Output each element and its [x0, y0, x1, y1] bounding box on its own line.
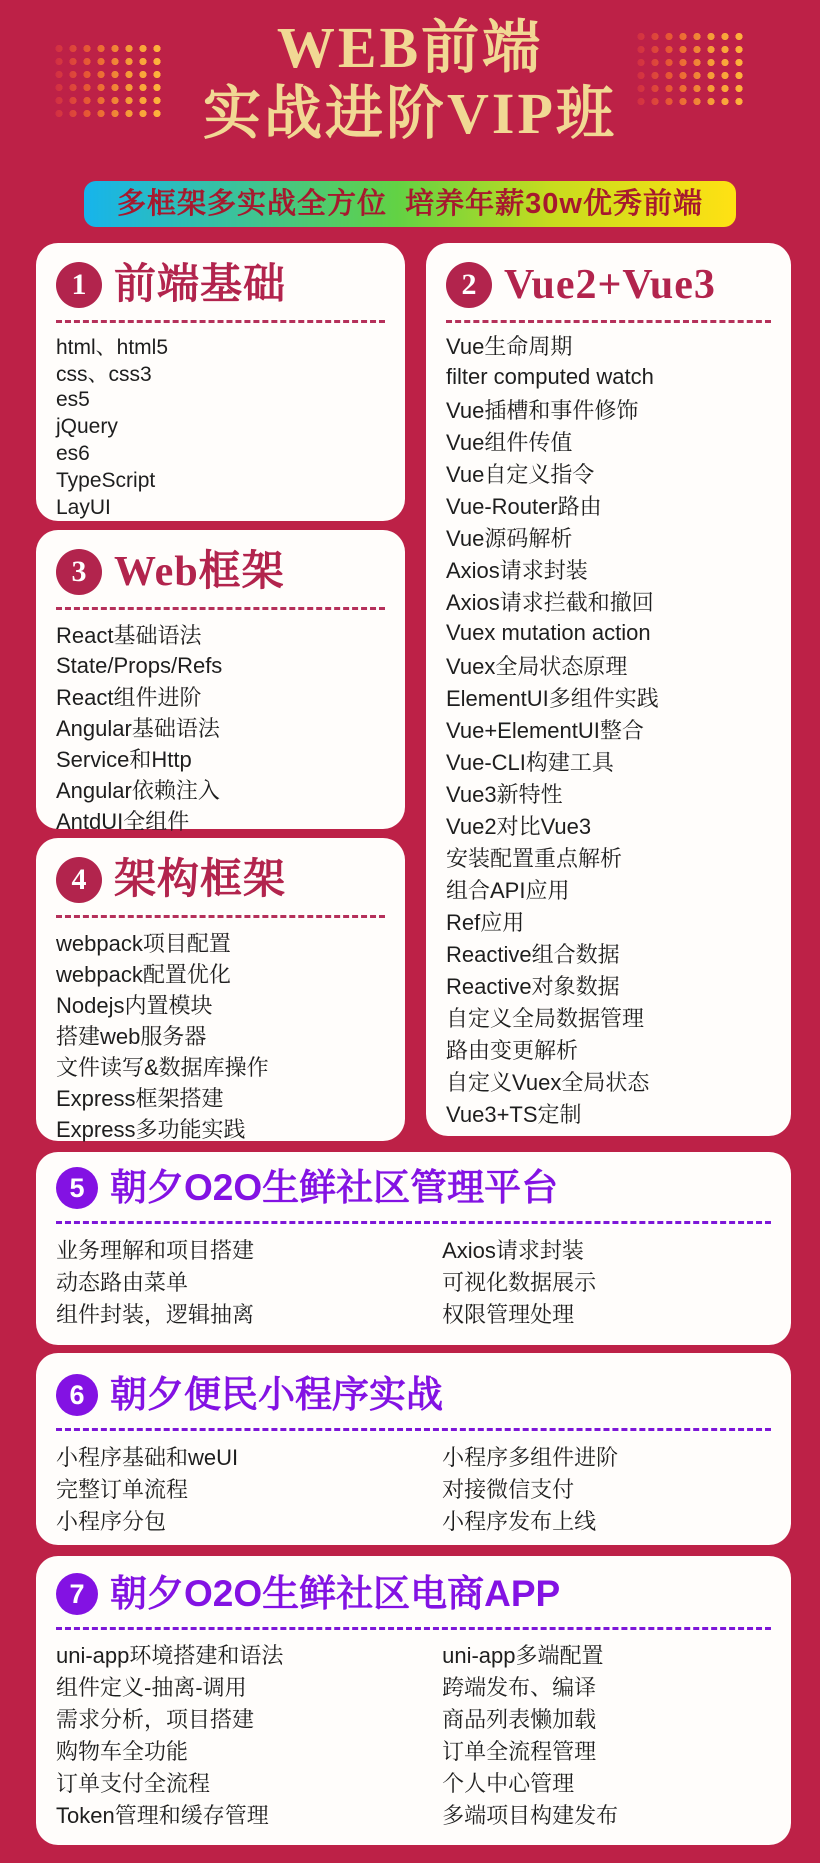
course-item: 安装配置重点解析 [446, 845, 623, 871]
course-item: Express多功能实践 [56, 1117, 246, 1142]
number-badge: 3 [56, 549, 102, 595]
number-badge: 5 [56, 1167, 98, 1209]
course-item: 文件读写&数据库操作 [56, 1055, 269, 1080]
course-item: Vue2对比Vue3 [446, 813, 592, 839]
course-item: Angular基础语法 [56, 716, 220, 741]
course-item: 自定义全局数据管理 [446, 1005, 645, 1031]
course-item: 动态路由菜单 [56, 1269, 189, 1295]
course-item: React基础语法 [56, 623, 202, 648]
course-item-list [56, 323, 385, 521]
card-frontend-basics [36, 243, 405, 521]
card-vue2-vue3 [426, 243, 791, 1136]
main-title-line1: WEB前端 [276, 15, 544, 80]
number-badge: 2 [446, 262, 492, 308]
card-head [56, 1570, 771, 1618]
course-item: webpack配置优化 [56, 962, 231, 987]
number-badge: 6 [56, 1374, 98, 1416]
card-o2o-admin-platform [36, 1152, 791, 1345]
course-item: React组件进阶 [56, 685, 202, 710]
course-item: 订单全流程管理 [442, 1738, 597, 1764]
course-item-list-left [56, 1224, 442, 1329]
course-item-list-left [56, 1630, 442, 1830]
card-head [56, 1371, 771, 1419]
card-title: Vue2+Vue3 [504, 262, 716, 308]
course-item-list [56, 610, 385, 836]
course-item: css、css3 [56, 362, 152, 386]
course-item: Token管理和缓存管理 [56, 1802, 269, 1828]
course-item: Vue3新特性 [446, 781, 563, 807]
course-item: 组件封装，逻辑抽离 [56, 1301, 255, 1327]
card-head [56, 546, 385, 598]
course-item: Express框架搭建 [56, 1086, 224, 1111]
course-item: Vue组件传值 [446, 429, 573, 455]
card-title: 架构框架 [114, 857, 287, 903]
course-item: 对接微信支付 [442, 1476, 575, 1502]
course-item: 需求分析，项目搭建 [56, 1706, 255, 1732]
course-item: 商品列表懒加载 [442, 1706, 597, 1732]
course-item: 权限管理处理 [442, 1301, 575, 1327]
course-item: Vuex全局状态原理 [446, 653, 628, 679]
course-item: Axios请求封装 [446, 557, 588, 583]
number-badge: 1 [56, 262, 102, 308]
course-item-list-right [442, 1431, 771, 1536]
course-item: 小程序分包 [56, 1508, 167, 1534]
course-item: Ref应用 [446, 909, 525, 935]
number-badge: 7 [56, 1573, 98, 1615]
card-ecommerce-app [36, 1556, 791, 1845]
course-item: Nodejs内置模块 [56, 993, 213, 1018]
course-item: Vue生命周期 [446, 333, 573, 359]
course-item: TypeScript [56, 468, 156, 492]
course-item: 搭建web服务器 [56, 1024, 207, 1049]
card-architecture [36, 838, 405, 1141]
course-item: Service和Http [56, 747, 192, 772]
course-item-list-left [56, 1431, 442, 1536]
course-item: Vue自定义指令 [446, 461, 595, 487]
course-item: 业务理解和项目搭建 [56, 1237, 255, 1263]
course-item: uni-app环境搭建和语法 [56, 1642, 284, 1668]
course-item: 路由变更解析 [446, 1037, 579, 1063]
poster-header [0, 0, 820, 220]
course-item: ElementUI多组件实践 [446, 685, 659, 711]
course-item: Axios请求拦截和撤回 [446, 589, 654, 615]
card-title: Web框架 [114, 549, 285, 595]
course-item: 完整订单流程 [56, 1476, 189, 1502]
course-item: Vue3+TS定制 [446, 1101, 582, 1127]
course-item: es6 [56, 441, 90, 465]
subtitle-banner-text: 多框架多实战全方位 培养年薪30w优秀前端 [117, 188, 703, 220]
course-item: 订单支付全流程 [56, 1770, 211, 1796]
card-title: 朝夕O2O生鲜社区电商APP [110, 1573, 561, 1614]
course-item: 跨端发布、编译 [442, 1674, 597, 1700]
two-column-list [56, 1630, 771, 1830]
subtitle-banner [84, 181, 736, 227]
course-item: 多端项目构建发布 [442, 1802, 619, 1828]
course-item: Vue插槽和事件修饰 [446, 397, 639, 423]
course-item: 购物车全功能 [56, 1738, 189, 1764]
card-head [56, 259, 385, 311]
card-web-frameworks [36, 530, 405, 834]
course-item: jQuery [56, 414, 118, 438]
course-item: Vue源码解析 [446, 525, 573, 551]
number-badge: 4 [56, 857, 102, 903]
card-head [56, 854, 385, 906]
course-item: html、html5 [56, 335, 169, 359]
course-item: es5 [56, 387, 90, 411]
course-item: uni-app多端配置 [442, 1642, 604, 1668]
course-item: LayUI [56, 495, 111, 519]
two-column-list [56, 1431, 771, 1536]
course-item: Vue-Router路由 [446, 493, 602, 519]
course-item-list [56, 918, 385, 1144]
course-item: Vuex mutation action [446, 620, 651, 645]
course-item: 个人中心管理 [442, 1770, 575, 1796]
card-head [446, 259, 771, 311]
course-item: Reactive组合数据 [446, 941, 620, 967]
two-column-list [56, 1224, 771, 1329]
course-item: AntdUI全组件 [56, 809, 190, 834]
course-item: 小程序基础和weUI [56, 1444, 239, 1470]
main-title-line2: 实战进阶VIP班 [203, 81, 617, 146]
card-title: 朝夕便民小程序实战 [110, 1374, 443, 1415]
card-title: 朝夕O2O生鲜社区管理平台 [110, 1167, 559, 1208]
course-item-list-right [442, 1224, 771, 1329]
course-item: 组合API应用 [446, 877, 570, 903]
course-item: 可视化数据展示 [442, 1269, 597, 1295]
course-item: Angular依赖注入 [56, 778, 220, 803]
course-item: Axios请求封装 [442, 1237, 584, 1263]
course-item: 小程序多组件进阶 [442, 1444, 619, 1470]
card-head [56, 1164, 771, 1212]
course-item: webpack项目配置 [56, 931, 231, 956]
course-item-list [446, 323, 771, 1129]
card-mini-program [36, 1353, 791, 1545]
card-title: 前端基础 [114, 262, 287, 308]
course-item: 组件定义-抽离-调用 [56, 1674, 247, 1700]
course-item: Vue+ElementUI整合 [446, 717, 644, 743]
course-item: Vue-CLI构建工具 [446, 749, 614, 775]
course-item-list-right [442, 1630, 771, 1830]
course-item: 小程序发布上线 [442, 1508, 597, 1534]
course-item: 自定义Vuex全局状态 [446, 1069, 650, 1095]
course-item: Reactive对象数据 [446, 973, 620, 999]
course-item: filter computed watch [446, 364, 654, 389]
course-item: State/Props/Refs [56, 652, 223, 678]
